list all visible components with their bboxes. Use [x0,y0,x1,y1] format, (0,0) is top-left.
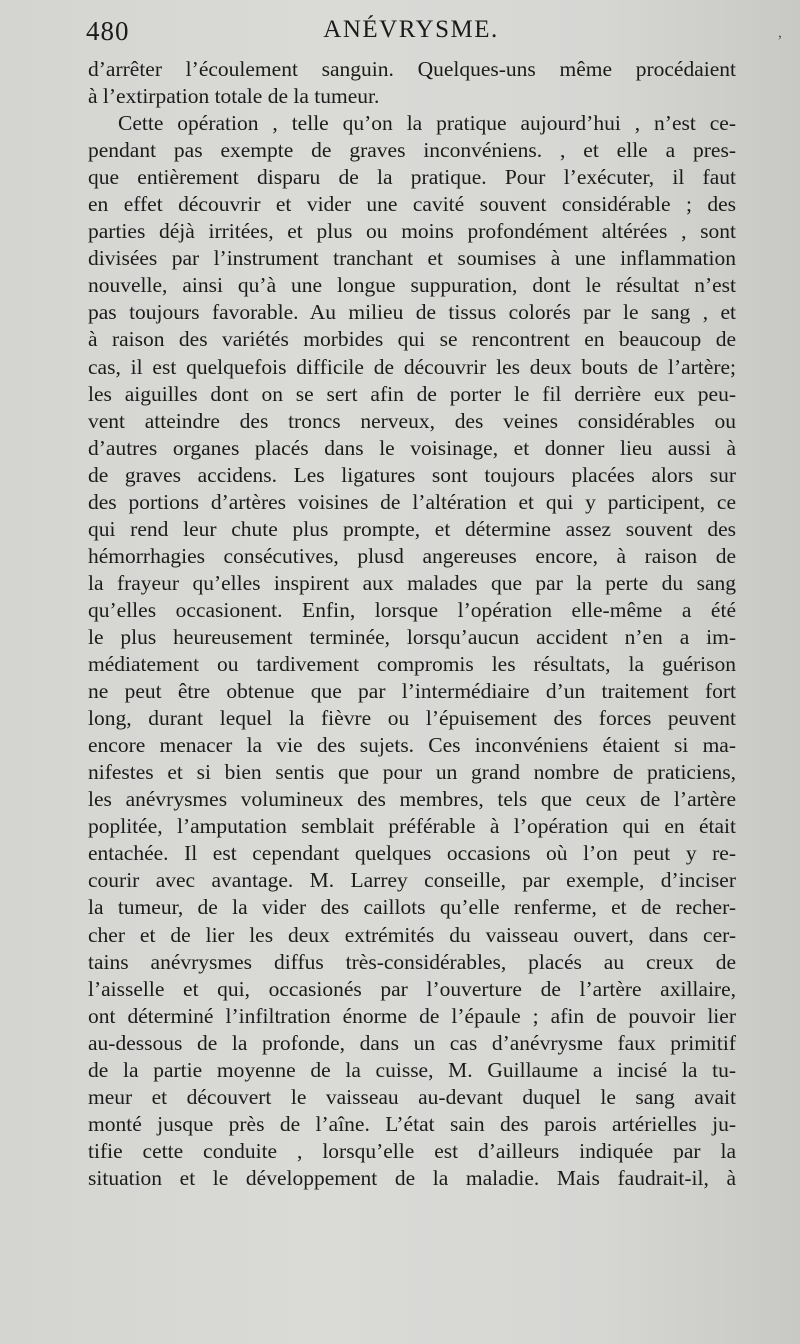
corner-mark: , [778,24,782,41]
text-line: la frayeur qu’elles inspirent aux malades que par la perte du sang [88,570,736,595]
text-line: de la partie moyenne de la cuisse, M. Guillaume a incisé la tu- [88,1057,736,1082]
text-line: à l’extirpation totale de la tumeur. [88,84,380,109]
text-line: situation et le développement de la maladie. Mais faudrait-il, à [88,1165,736,1190]
text-line: nouvelle, ainsi qu’à une longue suppuration, dont le résultat n’est [88,273,736,298]
text-line: d’autres organes placés dans le voisinage, et donner lieu aussi à [88,435,736,460]
body-text [88,56,736,1192]
text-line: parties déjà irritées, et plus ou moins profondément altérées , sont [88,219,736,244]
text-line: tifie cette conduite , lorsqu’elle est d’ailleurs indiquée par la [88,1138,736,1163]
text-line: pas toujours favorable. Au milieu de tissus colorés par le sang , et [88,300,736,325]
text-line: vent atteindre des troncs nerveux, des veines considérables ou [88,408,736,433]
page-header [86,16,736,50]
text-line: que entièrement disparu de la pratique. Pour l’exécuter, il faut [88,165,736,190]
running-title: ANÉVRYSME. [323,16,499,43]
text-line: pendant pas exempte de graves inconvéniens. , et elle a pres- [88,138,736,163]
text-line: poplitée, l’amputation semblait préférable à l’opération qui en était [88,814,736,839]
text-line: le plus heureusement terminée, lorsqu’aucun accident n’en a im- [88,624,736,649]
text-line: qu’elles occasionent. Enfin, lorsque l’opération elle-même a été [88,597,736,622]
text-line: encore menacer la vie des sujets. Ces inconvéniens étaient si ma- [88,733,736,758]
text-line: cas, il est quelquefois difficile de découvrir les deux bouts de l’artère; [88,354,736,379]
text-line: divisées par l’instrument tranchant et soumises à une inflammation [88,246,736,271]
text-line: la tumeur, de la vider des caillots qu’elle renferme, et de recher- [88,895,736,920]
text-line: long, durant lequel la fièvre ou l’épuisement des forces peuvent [88,706,736,731]
text-line: au-dessous de la profonde, dans un cas d’anévrysme faux primitif [88,1030,736,1055]
text-line: monté jusque près de l’aîne. L’état sain des parois artérielles ju- [88,1111,736,1136]
text-line: tains anévrysmes diffus très-considérables, placés au creux de [88,949,736,974]
text-line: hémorrhagies consécutives, plusd angereuses encore, à raison de [88,543,736,568]
text-line: les aiguilles dont on se sert afin de porter le fil derrière eux peu- [88,381,736,406]
text-line: nifestes et si bien sentis que pour un grand nombre de praticiens, [88,760,736,785]
text-line: cher et de lier les deux extrémités du vaisseau ouvert, dans cer- [88,922,736,947]
text-line: à raison des variétés morbides qui se rencontrent en beaucoup de [88,327,736,352]
text-line: l’aisselle et qui, occasionés par l’ouverture de l’artère axillaire, [88,976,736,1001]
text-line: qui rend leur chute plus prompte, et détermine assez souvent des [88,516,736,541]
text-line: des portions d’artères voisines de l’altération et qui y participent, ce [88,489,736,514]
text-line: ont déterminé l’infiltration énorme de l’épaule ; afin de pouvoir lier [88,1003,736,1028]
text-line: de graves accidens. Les ligatures sont toujours placées alors sur [88,462,736,487]
text-line: entachée. Il est cependant quelques occasions où l’on peut y re- [88,841,736,866]
text-line: meur et découvert le vaisseau au-devant duquel le sang avait [88,1084,736,1109]
text-line: ne peut être obtenue que par l’intermédiaire d’un traitement fort [88,679,736,704]
page-number: 480 [86,16,130,46]
text-line: médiatement ou tardivement compromis les résultats, la guérison [88,652,736,677]
text-line: courir avec avantage. M. Larrey conseille, par exemple, d’inciser [88,868,736,893]
text-line: d’arrêter l’écoulement sanguin. Quelques-uns même procédaient [88,57,736,81]
text-line: les anévrysmes volumineux des membres, tels que ceux de l’artère [88,787,736,812]
text-line: en effet découvrir et vider une cavité souvent considérable ; des [88,192,736,217]
text-line: Cette opération , telle qu’on la pratique aujourd’hui , n’est ce- [118,111,736,136]
